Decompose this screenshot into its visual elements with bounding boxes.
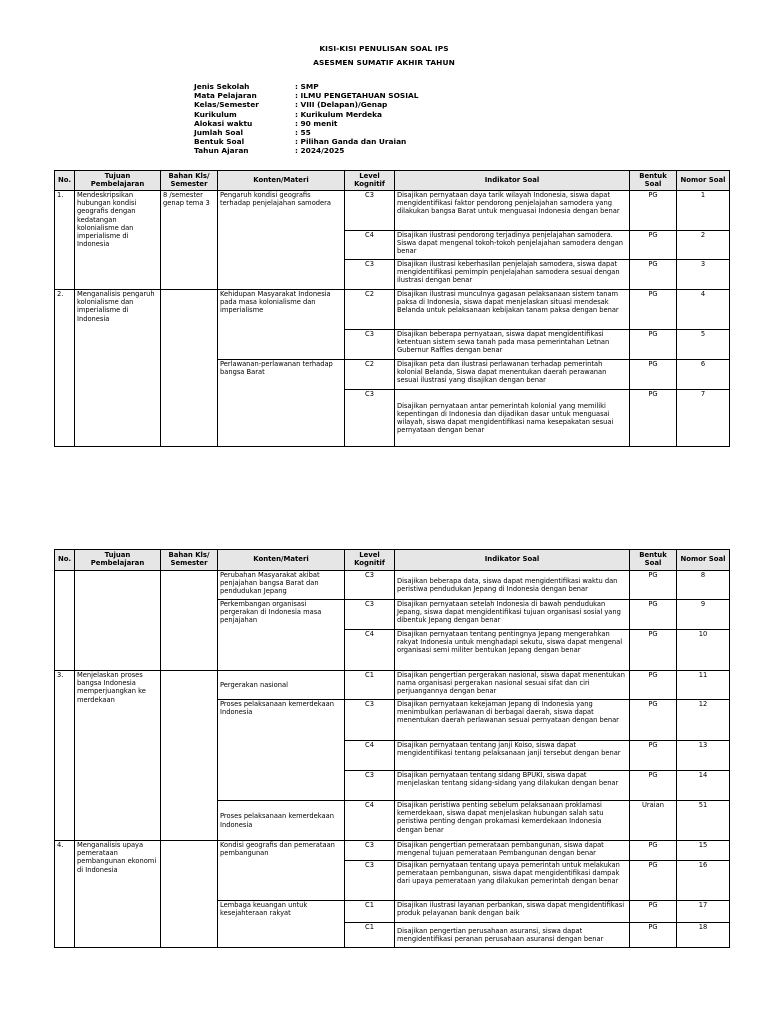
header-indikator: Indikator Soal: [395, 171, 630, 191]
bahan-cell: [161, 290, 218, 447]
meta-block: [194, 82, 418, 156]
meta-label: Kurikulum: [194, 109, 237, 119]
bentuk-cell: PG: [630, 600, 677, 630]
level-cell: C1: [345, 923, 395, 948]
level-cell: C4: [345, 231, 395, 260]
document-title: KISI-KISI PENULISAN SOAL IPS: [319, 44, 449, 53]
konten-cell: Kondisi geografis dan pemerataan pembangunan: [218, 841, 345, 901]
level-cell: C2: [345, 360, 395, 390]
konten-cell: Kehidupan Masyarakat Indonesia pada masa kolonialisme dan imperialisme: [218, 290, 345, 360]
nomor-cell: 51: [677, 801, 730, 841]
tujuan-cell: Menganalisis pengaruh kolonialisme dan imperialisme di Indonesia: [75, 290, 161, 447]
nomor-cell: 13: [677, 741, 730, 771]
header-nomor: Nomor Soal: [677, 550, 730, 571]
konten-cell: Perubahan Masyarakat akibat penjajahan bangsa Barat dan pendudukan Jepang: [218, 571, 345, 600]
indikator-cell: Disajikan pernyataan tentang pentingnya Jepang mengerahkan rakyat Indonesia untuk menghadapi sekutu, siswa dapat mengenal organisasi semi militer bentukan Jepang dengan benar: [395, 630, 630, 671]
konten-cell: Proses pelaksanaan kemerdekaan Indonesia: [218, 801, 345, 841]
indikator-cell: Disajikan pernyataan tentang janji Koiso, siswa dapat mengidentifikasi tentang pelaksanaan janji tersebut dengan benar: [395, 741, 630, 771]
nomor-cell: 2: [677, 231, 730, 260]
nomor-cell: 1: [677, 191, 730, 231]
header-bentuk: Bentuk Soal: [630, 171, 677, 191]
level-cell: C2: [345, 290, 395, 330]
meta-value: : 2024/2025: [295, 146, 345, 156]
level-cell: C3: [345, 700, 395, 741]
header-level: Level Kognitif: [345, 171, 395, 191]
tujuan-cell: Menganalisis upaya pemerataan pembangunan ekonomi di Indonesia: [75, 841, 161, 948]
header-tujuan: Tujuan Pembelajaran: [75, 171, 161, 191]
bentuk-cell: PG: [630, 290, 677, 330]
row-number: 4.: [55, 841, 75, 948]
level-cell: C3: [345, 841, 395, 861]
nomor-cell: 4: [677, 290, 730, 330]
meta-label: Alokasi waktu: [194, 118, 253, 128]
meta-label: Mata Pelajaran: [194, 91, 257, 101]
header-bentuk: Bentuk Soal: [630, 550, 677, 571]
nomor-cell: 12: [677, 700, 730, 741]
nomor-cell: 5: [677, 330, 730, 360]
indikator-cell: Disajikan pernyataan tentang upaya pemerintah untuk melakukan pemerataan pembangunan, siswa dapat mengidentifikasi dampak dari upaya pemerataan yang dilakukan pemerintah dengan benar: [395, 861, 630, 901]
bentuk-cell: PG: [630, 861, 677, 901]
table-row: [55, 191, 730, 231]
meta-label: Bentuk Soal: [194, 137, 245, 147]
bentuk-cell: PG: [630, 260, 677, 290]
indikator-cell: Disajikan ilustrasi keberhasilan penjelajah samodera, siswa dapat mengidentifikasi pemimpin penjelajahan samodera sesuai dengan ilustrasi dengan benar: [395, 260, 630, 290]
nomor-cell: 7: [677, 390, 730, 447]
tujuan-cell: Menjelaskan proses bangsa Indonesia memperjuangkan ke merdekaan: [75, 671, 161, 841]
kisi-table-2: [54, 549, 730, 948]
nomor-cell: 18: [677, 923, 730, 948]
nomor-cell: 15: [677, 841, 730, 861]
indikator-cell: Disajikan pengertian pergerakan nasional, siswa dapat menentukan nama organisasi pergerakan nasional sesuai sifat dan ciri perjuangannya dengan benar: [395, 671, 630, 700]
meta-label: Jenis Sekolah: [194, 82, 250, 91]
table-row: [55, 841, 730, 861]
bentuk-cell: PG: [630, 923, 677, 948]
bentuk-cell: PG: [630, 700, 677, 741]
nomor-cell: 14: [677, 771, 730, 801]
bentuk-cell: PG: [630, 231, 677, 260]
bahan-cell: 8 /semester genap tema 3: [161, 191, 218, 290]
header-konten: Konten/Materi: [218, 171, 345, 191]
konten-cell: Perlawanan-perlawanan terhadap bangsa Barat: [218, 360, 345, 447]
header-konten: Konten/Materi: [218, 550, 345, 571]
meta-row: [194, 91, 418, 100]
indikator-cell: Disajikan pengertian pemerataan pembangunan, siswa dapat mengenal tujuan pemerataan Pembangunan dengan benar: [395, 841, 630, 861]
indikator-cell: Disajikan ilustrasi munculnya gagasan pelaksanaan sistem tanam paksa di Indonesia, siswa dapat menjelaskan situasi mendesak Belanda untuk pelaksanaan kebijakan tanam paksa dengan benar: [395, 290, 630, 330]
meta-row: [194, 137, 418, 146]
meta-row: [194, 82, 418, 91]
header-indikator: Indikator Soal: [395, 550, 630, 571]
meta-row: [194, 146, 418, 155]
indikator-cell: Disajikan ilustrasi layanan perbankan, siswa dapat mengidentifikasi produk pelayanan bank dengan baik: [395, 901, 630, 923]
level-cell: C3: [345, 571, 395, 600]
level-cell: C3: [345, 771, 395, 801]
nomor-cell: 6: [677, 360, 730, 390]
nomor-cell: 3: [677, 260, 730, 290]
meta-row: [194, 110, 418, 119]
header-nomor: Nomor Soal: [677, 171, 730, 191]
bentuk-cell: PG: [630, 741, 677, 771]
header-bahan: Bahan Kls/ Semester: [161, 550, 218, 571]
meta-value: : 55: [295, 128, 311, 138]
meta-value: : ILMU PENGETAHUAN SOSIAL: [295, 91, 419, 101]
indikator-cell: Disajikan peristiwa penting sebelum pelaksanaan proklamasi kemerdekaan, siswa dapat menjelaskan hubungan salah satu peristiwa penting dengan prokamasi kemerdekaan Indonesia dengan benar: [395, 801, 630, 841]
level-cell: C3: [345, 390, 395, 447]
bentuk-cell: PG: [630, 390, 677, 447]
row-number: 3.: [55, 671, 75, 841]
meta-value: : Kurikulum Merdeka: [295, 109, 383, 119]
meta-label: Kelas/Semester: [194, 100, 259, 110]
bentuk-cell: PG: [630, 630, 677, 671]
nomor-cell: 16: [677, 861, 730, 901]
indikator-cell: Disajikan pernyataan kekejaman Jepang di Indonesia yang menimbulkan perlawanan di berbagai daerah, siswa dapat menentukan daerah perlawanan sesuai pernyataan dengan benar: [395, 700, 630, 741]
row-number: 1.: [55, 191, 75, 290]
indikator-cell: Disajikan pernyataan setelah Indonesia di bawah pendudukan Jepang, siswa dapat mengidentifikasi tujuan organisasi sosial yang dibentuk Jepang dengan benar: [395, 600, 630, 630]
level-cell: C3: [345, 260, 395, 290]
table-row: [55, 671, 730, 700]
bentuk-cell: PG: [630, 771, 677, 801]
document-subtitle: ASESMEN SUMATIF AKHIR TAHUN: [313, 58, 455, 67]
header-tujuan: Tujuan Pembelajaran: [75, 550, 161, 571]
row-number: 2.: [55, 290, 75, 447]
konten-cell: Pengaruh kondisi geografis terhadap penjelajahan samodera: [218, 191, 345, 290]
nomor-cell: 11: [677, 671, 730, 700]
bentuk-cell: PG: [630, 360, 677, 390]
level-cell: C3: [345, 600, 395, 630]
indikator-cell: Disajikan pernyataan tentang sidang BPUKI, siswa dapat menjelaskan tentang sidang-sidang yang dilakukan dengan benar: [395, 771, 630, 801]
bentuk-cell: PG: [630, 841, 677, 861]
meta-value: : Pilihan Ganda dan Uraian: [295, 137, 407, 147]
level-cell: C1: [345, 901, 395, 923]
bentuk-cell: PG: [630, 901, 677, 923]
indikator-cell: Disajikan pernyataan daya tarik wilayah Indonesia, siswa dapat mengidentifikasi faktor pendorong penjelajahan samodera yang dilakukan bangsa Barat untuk menguasai Indonesia dengan benar: [395, 191, 630, 231]
row-number: [55, 571, 75, 671]
indikator-cell: Disajikan ilustrasi pendorong terjadinya penjelajahan samodera. Siswa dapat mengenal tokoh-tokoh penjelajahan samodera dengan benar: [395, 231, 630, 260]
meta-label: Jumlah Soal: [194, 128, 243, 138]
bentuk-cell: PG: [630, 191, 677, 231]
bentuk-cell: PG: [630, 571, 677, 600]
nomor-cell: 8: [677, 571, 730, 600]
nomor-cell: 10: [677, 630, 730, 671]
kisi-table-1: [54, 170, 730, 447]
nomor-cell: 17: [677, 901, 730, 923]
indikator-cell: Disajikan beberapa pernyataan, siswa dapat mengidentifikasi ketentuan sistem sewa tanah pada masa pemerintahan Letnan Gubernur Raffles dengan benar: [395, 330, 630, 360]
meta-value: : 90 menit: [295, 118, 338, 128]
level-cell: C4: [345, 630, 395, 671]
konten-cell: Proses pelaksanaan kemerdekaan Indonesia: [218, 700, 345, 801]
konten-cell: Pergerakan nasional: [218, 671, 345, 700]
level-cell: C4: [345, 801, 395, 841]
konten-cell: Perkembangan organisasi pergerakan di Indonesia masa penjajahan: [218, 600, 345, 671]
table-row: [55, 290, 730, 330]
indikator-cell: Disajikan pernyataan antar pemerintah kolonial yang memiliki kepentingan di Indonesia dan dijadikan dasar untuk menguasai wilayah, siswa dapat mengidentifikasi nama kesepakatan sesuai pernyataan dengan benar: [395, 390, 630, 447]
bentuk-cell: PG: [630, 671, 677, 700]
bahan-cell: [161, 571, 218, 671]
indikator-cell: Disajikan peta dan ilustrasi perlawanan terhadap pemerintah kolonial Belanda, Siswa dapat menentukan daerah perawanan sesuai ilustrasi yang disajikan dengan benar: [395, 360, 630, 390]
konten-cell: Lembaga keuangan untuk kesejahteraan rakyat: [218, 901, 345, 948]
meta-row: [194, 128, 418, 137]
header-level: Level Kognitif: [345, 550, 395, 571]
nomor-cell: 9: [677, 600, 730, 630]
level-cell: C3: [345, 330, 395, 360]
tujuan-cell: Mendeskripsikan hubungan kondisi geografis dengan kedatangan kolonialisme dan imperialisme di Indonesia: [75, 191, 161, 290]
header-bahan: Bahan Kls/ Semester: [161, 171, 218, 191]
bentuk-cell: PG: [630, 330, 677, 360]
level-cell: C3: [345, 191, 395, 231]
meta-label: Tahun Ajaran: [194, 146, 249, 156]
level-cell: C4: [345, 741, 395, 771]
meta-row: [194, 100, 418, 109]
indikator-cell: Disajikan beberapa data, siswa dapat mengidentifikasi waktu dan peristiwa pendudukan Jepang di Indonesia dengan benar: [395, 571, 630, 600]
meta-row: [194, 119, 418, 128]
meta-value: : SMP: [295, 82, 319, 91]
bahan-cell: [161, 841, 218, 948]
indikator-cell: Disajikan pengertian perusahaan asuransi, siswa dapat mengidentifikasi peranan perusahaan asuransi dengan benar: [395, 923, 630, 948]
bentuk-cell: Uraian: [630, 801, 677, 841]
tujuan-cell: [75, 571, 161, 671]
level-cell: C1: [345, 671, 395, 700]
level-cell: C3: [345, 861, 395, 901]
header-no: No.: [55, 171, 75, 191]
table-row: [55, 571, 730, 600]
header-no: No.: [55, 550, 75, 571]
bahan-cell: [161, 671, 218, 841]
meta-value: : VIII (Delapan)/Genap: [295, 100, 388, 110]
